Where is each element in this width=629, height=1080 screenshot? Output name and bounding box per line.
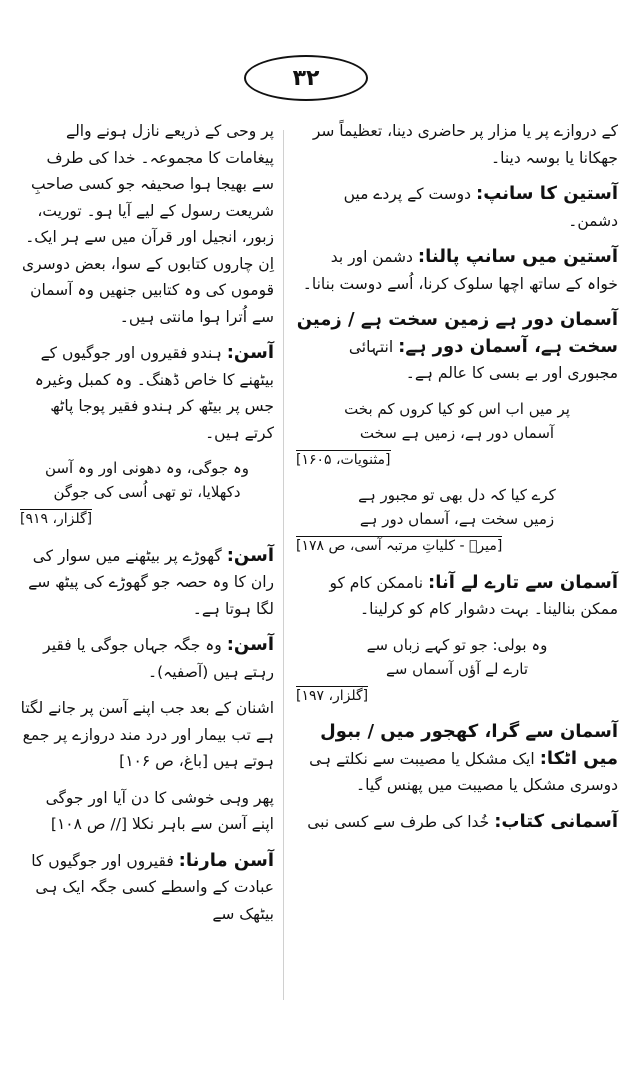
entry-aasan-2 bbox=[20, 543, 274, 623]
verse-reference bbox=[296, 533, 618, 560]
verse-reference bbox=[296, 447, 618, 474]
verse-line: کرے کیا کہ دل بھی تو مجبور ہے bbox=[358, 486, 556, 504]
entry-text: فقیروں اور جوگیوں کا عبادت کے واسطے کسی جگہ ایک ہی بیٹھک سے bbox=[31, 851, 274, 923]
entry-head: آسمانی کتاب: bbox=[494, 810, 618, 832]
entry-aasman-se-taare bbox=[296, 570, 618, 623]
entry-text: دشمن اور بد خواہ کے ساتھ اچھا سلوک کرنا، اُسے دوست بنانا۔ bbox=[302, 248, 618, 293]
entry-aasan-maarna bbox=[20, 848, 274, 928]
entry-text: دوست کے پردے میں دشمن۔ bbox=[343, 185, 618, 230]
entry-text: گھوڑے پر بیٹھنے میں سوار کی ران کا وہ حصہ جو گھوڑے کی پیٹھ سے لگا ہوتا ہے۔ bbox=[28, 546, 274, 618]
verse bbox=[296, 397, 618, 445]
entry-head: آسن: bbox=[226, 342, 274, 363]
entry-head: آسمان سے گرا، کھجور میں / ببول میں اٹکا: bbox=[320, 721, 618, 769]
entry-aasteen-mein-saanp bbox=[296, 244, 618, 297]
verse-reference bbox=[20, 506, 274, 533]
verse-line: زمیں سخت ہے، آسماں دور ہے bbox=[359, 510, 555, 528]
verse-reference bbox=[296, 683, 618, 710]
quote-paragraph: پھر وہی خوشی کا دن آیا اور جوگی اپنے آسن سے باہر نکلا [// ص ۱۰۸] bbox=[45, 788, 274, 833]
right-intro: کے دروازے پر یا مزار پر حاضری دینا، تعظیماً سر جھکانا یا بوسہ دینا۔ bbox=[312, 122, 618, 167]
left-column bbox=[20, 118, 274, 937]
entry-text: ایک مشکل یا مصیبت سے نکلتے ہی دوسری مشکل یا مصیبت میں پھنس گیا۔ bbox=[309, 749, 618, 794]
entry-text: خُدا کی طرف سے کسی نبی bbox=[307, 812, 490, 831]
entry-text: ناممکن کام کو ممکن بنالینا۔ بہت دشوار کام کو کرلینا۔ bbox=[329, 573, 618, 618]
verse-line: وہ بولی: جو تو کہے زباں سے bbox=[366, 635, 548, 654]
entry-head: آستین کا سانپ: bbox=[476, 183, 618, 204]
verse-line: آسماں دور ہے، زمیں ہے سخت bbox=[359, 423, 555, 442]
entry-head: آسن مارنا: bbox=[178, 849, 274, 871]
verse bbox=[20, 456, 274, 504]
right-column bbox=[296, 118, 618, 845]
entry-text: ہندو فقیروں اور جوگیوں کے بیٹھنے کا خاص ڈھنگ۔ وہ کمبل وغیرہ جس پر بیٹھ کر ہندو فقیر پوجا پاٹھ کرتے ہیں۔ bbox=[34, 344, 274, 442]
reference-text: [گلزار، ۱۹۷] bbox=[296, 687, 369, 704]
entry-aasman-door bbox=[296, 307, 618, 387]
entry-text: انتہائی مجبوری اور بے بسی کا عالم ہے۔ bbox=[348, 337, 618, 382]
entry-aasmani-kitaab bbox=[296, 809, 618, 836]
verse-line: دکھلایا، تو تھی اُسی کی جوگن bbox=[53, 483, 241, 501]
column-divider bbox=[283, 130, 284, 1000]
page-number: ۳۲ bbox=[244, 55, 368, 101]
left-para-continuation: پر وحی کے ذریعے نازل ہونے والے پیغامات کا مجموعہ۔ خدا کی طرف سے بھیجا ہوا صحیفہ جو کسی صاحبِ شریعت رسول کے لیے آیا ہو۔ توریت، زبور، انجیل اور قرآن میں سے ہر ایک۔ اِن چاروں کتابوں کے سوا، بعض دوسری قوموں کی وہ کتابیں جنھیں وہ آسمان سے اُترا ہوا مانتی ہیں۔ bbox=[22, 122, 274, 326]
verse bbox=[296, 483, 618, 531]
entry-head: آستین میں سانپ پالنا: bbox=[417, 246, 618, 267]
quote-paragraph: اشنان کے بعد جب اپنے آسن پر جانے لگتا ہے تب بیمار اور درد مند دروازے پر جمع ہوتے ہیں [باغ، ص ۱۰۶] bbox=[20, 699, 274, 770]
entry-aasan-1 bbox=[20, 340, 274, 446]
entry-text: وہ جگہ جہاں جوگی یا فقیر رہتے ہیں (آصفیہ)۔ bbox=[43, 636, 274, 681]
reference-text: [مثنویات، ۱۶۰۵] bbox=[296, 451, 391, 468]
entry-aasan-3 bbox=[20, 632, 274, 685]
entry-head: آسن: bbox=[226, 544, 274, 566]
verse-line: وہ جوگی، وہ دھونی اور وہ آسن bbox=[44, 459, 250, 477]
entry-head: آسن: bbox=[226, 634, 274, 655]
entry-head: آسمان سے تارے لے آنا: bbox=[428, 571, 618, 593]
reference-text: [میرؔ - کلیاتِ مرتبہ آسی، ص ۱۷۸] bbox=[296, 538, 503, 554]
reference-text: [گلزار، ۹۱۹] bbox=[20, 511, 93, 527]
verse-line: تارے لے آؤں آسماں سے bbox=[386, 659, 528, 678]
verse-line: پر میں اب اس کو کیا کروں کم بخت bbox=[344, 399, 570, 418]
entry-aasman-se-gira bbox=[296, 719, 618, 799]
entry-head: آسمان دور ہے زمین سخت ہے / زمین سخت ہے، آسمان دور ہے: bbox=[296, 309, 618, 357]
entry-aasteen-ka-saanp bbox=[296, 181, 618, 234]
verse bbox=[296, 633, 618, 681]
